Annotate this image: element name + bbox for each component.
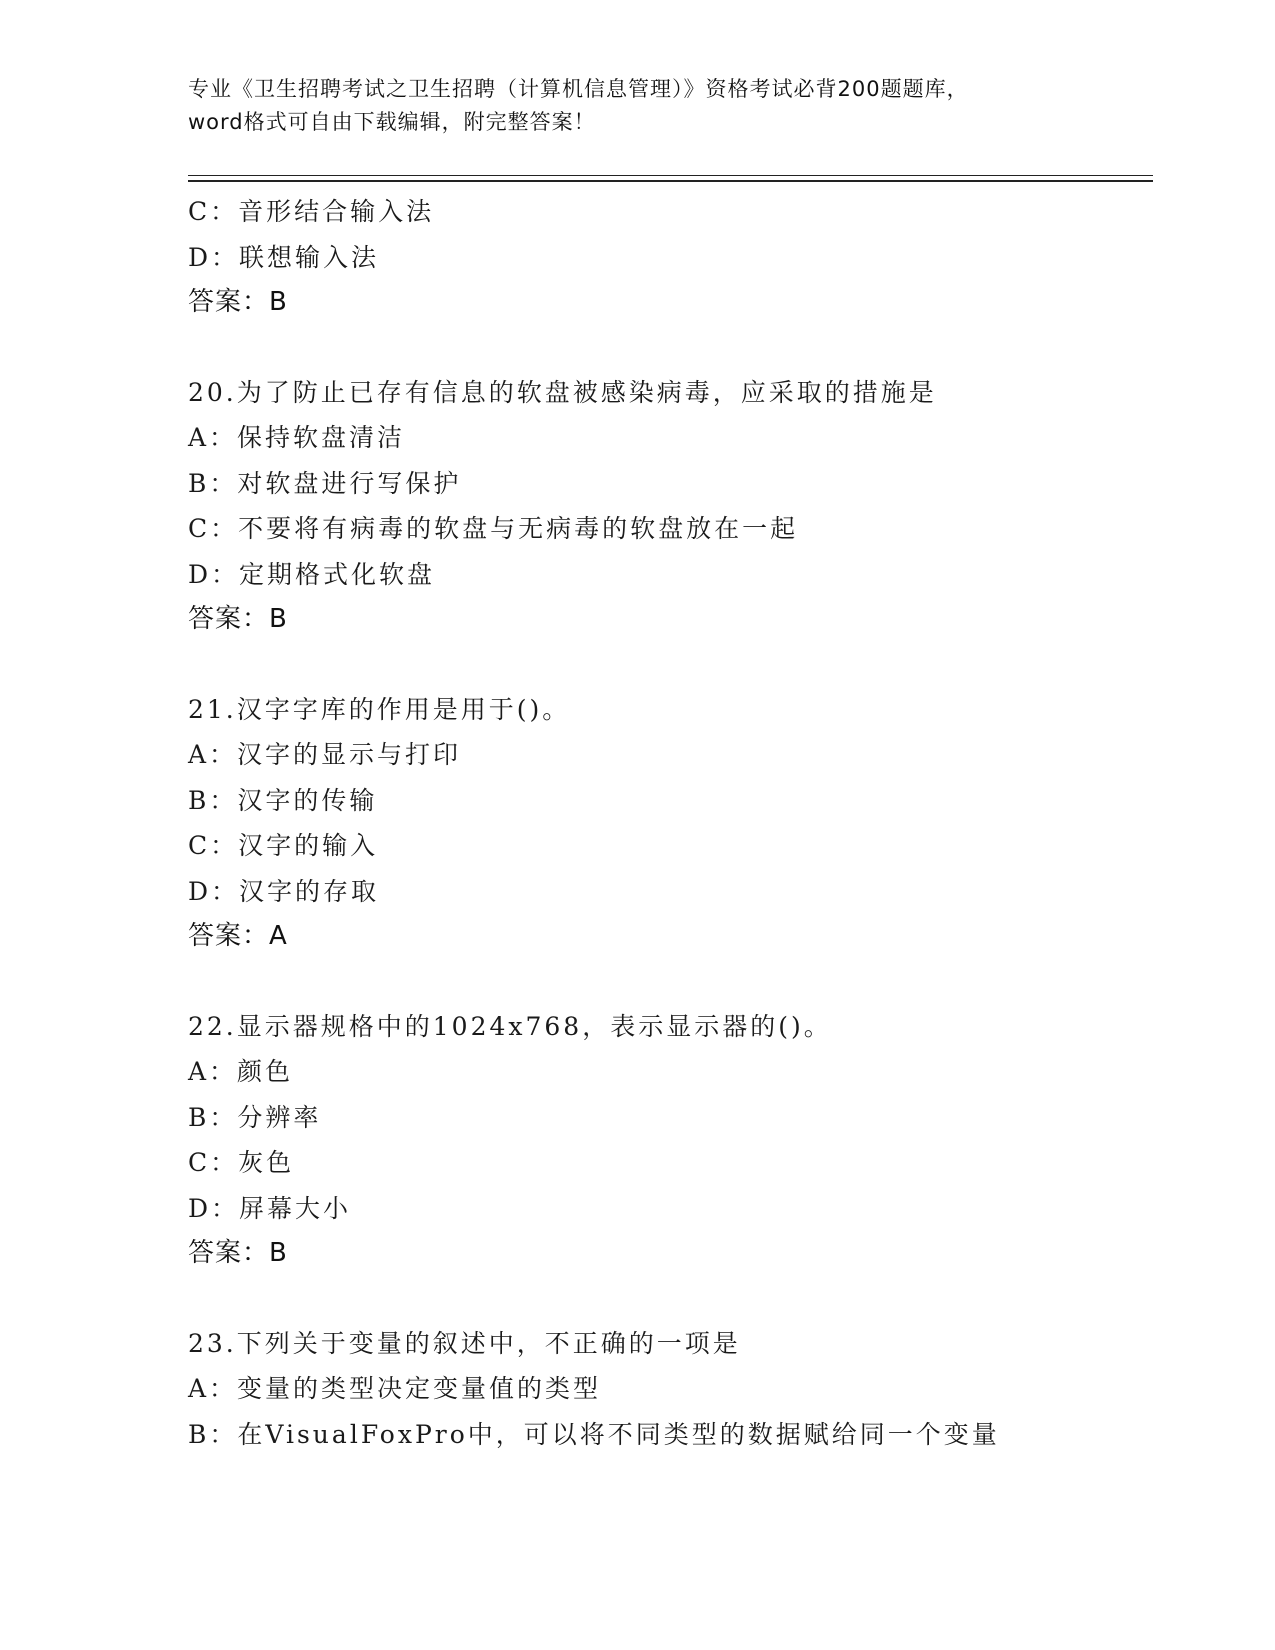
option-d: D：汉字的存取 (188, 876, 380, 906)
answer-line: 答案：B (188, 1238, 288, 1268)
header-line-2: word格式可自由下载编辑，附完整答案！ (188, 110, 596, 134)
question-block (188, 370, 1153, 643)
question-text: 20.为了防止已存有信息的软盘被感染病毒，应采取的措施是 (188, 377, 937, 407)
question-text: 22.显示器规格中的1024x768，表示显示器的()。 (188, 1011, 832, 1041)
question-block (188, 1004, 1153, 1277)
question-text: 23.下列关于变量的叙述中，不正确的一项是 (188, 1328, 741, 1358)
question-block (188, 189, 1153, 326)
block-spacer (188, 960, 1153, 1004)
header-divider-thin (188, 175, 1153, 176)
option-d: D：屏幕大小 (188, 1193, 352, 1223)
option-c: C：音形结合输入法 (188, 197, 435, 226)
option-a: A：颜色 (188, 1057, 294, 1086)
option-b: B：对软盘进行写保护 (188, 468, 462, 498)
document-header (188, 73, 1088, 139)
answer-line: 答案：B (188, 287, 288, 317)
answer-line: 答案：A (188, 921, 288, 951)
question-text: 21.汉字字库的作用是用于()。 (188, 694, 571, 724)
option-a: A：变量的类型决定变量值的类型 (188, 1374, 602, 1403)
header-divider-thick (188, 180, 1153, 182)
question-list (188, 189, 1153, 1457)
header-line-1: 专业《卫生招聘考试之卫生招聘（计算机信息管理）》资格考试必背200题题库， (188, 77, 969, 101)
question-block (188, 687, 1153, 960)
option-d: D：联想输入法 (188, 242, 380, 272)
block-spacer (188, 326, 1153, 370)
block-spacer (188, 1277, 1153, 1321)
option-c: C：汉字的输入 (188, 831, 379, 860)
option-b: B：汉字的传输 (188, 785, 378, 815)
block-spacer (188, 643, 1153, 687)
option-b: B：分辨率 (188, 1102, 322, 1132)
option-a: A：汉字的显示与打印 (188, 740, 462, 769)
option-a: A：保持软盘清洁 (188, 423, 406, 452)
option-b: B：在VisualFoxPro中，可以将不同类型的数据赋给同一个变量 (188, 1419, 1000, 1449)
option-c: C：灰色 (188, 1148, 295, 1177)
option-c: C：不要将有病毒的软盘与无病毒的软盘放在一起 (188, 514, 799, 543)
option-d: D：定期格式化软盘 (188, 559, 436, 589)
question-block (188, 1321, 1153, 1458)
answer-line: 答案：B (188, 604, 288, 634)
